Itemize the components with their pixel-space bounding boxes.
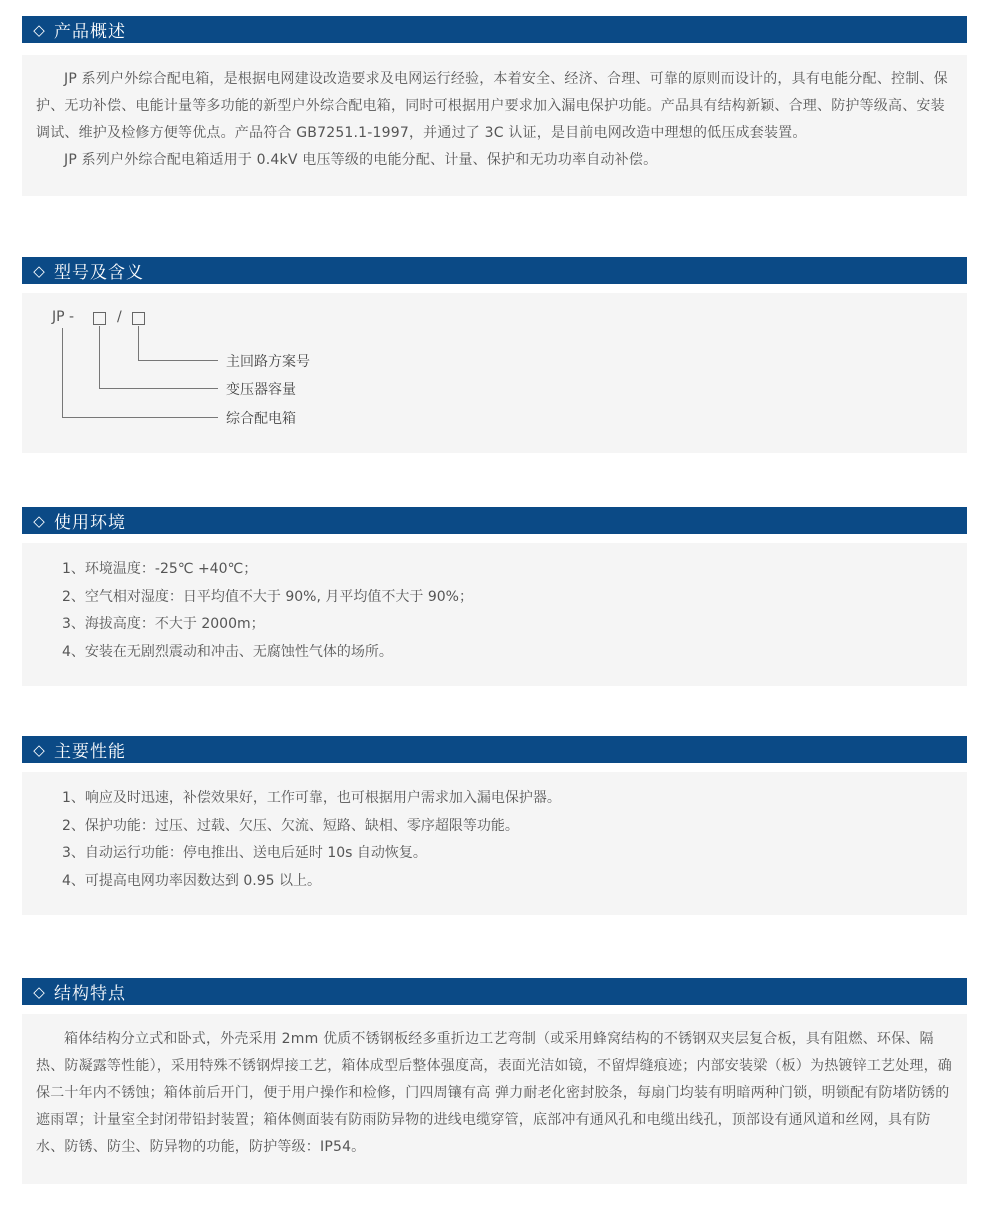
connector-line [99,388,218,389]
diamond-outline-icon: ◇ [33,982,45,1001]
paragraph: JP 系列户外综合配电箱适用于 0.4kV 电压等级的电能分配、计量、保护和无功功率自动补偿。 [64,152,658,168]
section-title: 使用环境 [54,513,126,533]
section-title: 结构特点 [54,984,126,1004]
diamond-outline-icon: ◇ [33,20,45,39]
model-label-main-circuit: 主回路方案号 [226,354,310,370]
section-header [22,507,967,534]
section-header [22,736,967,763]
diamond-outline-icon: ◇ [33,511,45,530]
section-body [22,772,967,915]
connector-line [99,326,100,388]
section-structure [22,978,967,1155]
connector-line [138,360,218,361]
model-label-transformer: 变压器容量 [226,382,296,398]
connector-line [138,326,139,360]
list-item: 2、保护功能：过压、过载、欠压、欠流、短路、缺相、零序超限等功能。 [62,817,519,834]
section-title: 型号及含义 [54,263,144,283]
section-body [22,293,967,453]
model-diagram [22,293,967,453]
connector-line [62,417,218,418]
placeholder-box-icon [132,312,145,325]
list-item: 3、自动运行功能：停电推出、送电后延时 10s 自动恢复。 [62,845,427,861]
list-item: 4、可提高电网功率因数达到 0.95 以上。 [62,872,321,889]
list-item: 3、海拔高度：不大于 2000m； [62,616,265,632]
model-label-box: 综合配电箱 [226,411,296,427]
section-header [22,16,967,43]
section-header [22,257,967,284]
section-title: 主要性能 [54,742,126,762]
diamond-outline-icon: ◇ [33,740,45,759]
section-performance [22,736,967,889]
section-body [22,543,967,686]
section-header [22,978,967,1005]
section-overview [22,16,967,168]
list-item: 4、安装在无剧烈震动和冲击、无腐蚀性气体的场所。 [62,643,393,660]
list-item: 1、响应及时迅速，补偿效果好，工作可靠，也可根据用户需求加入漏电保护器。 [62,790,561,806]
model-code-separator: / [117,309,122,325]
diamond-outline-icon: ◇ [33,261,45,280]
placeholder-box-icon [93,312,106,325]
connector-line [62,328,63,417]
section-model [22,257,967,427]
model-code-prefix: JP - [52,309,75,325]
section-body [22,1014,967,1184]
section-body [22,55,967,196]
list-item: 1、环境温度：-25℃ +40℃； [62,561,258,577]
section-title: 产品概述 [54,22,126,42]
section-environment [22,507,967,660]
paragraph: 箱体结构分立式和卧式，外壳采用 2mm 优质不锈钢板经多重折边工艺弯制（或采用蜂窝结构的不锈钢双夹层复合板，具有阻燃、环保、隔热、防凝露等性能），采用特殊不锈钢焊接工艺，箱体成型后整体强度高，表面光洁如镜，不留焊缝痕迹；内部安装梁（板）为热镀锌工艺处理，确保二十年内不锈蚀；箱体前后开门，便于用户操作和检修，门四周镶有高 弹力耐老化密封胶条，每扇门均装有明暗两种门锁，明锁配有防堵防锈的遮雨罩；计量室全封闭带铅封装置；箱体侧面装有防雨防异物的进线电缆穿管，底部冲有通风孔和电缆出线孔，顶部设有通风道和丝网，具有防水、防锈、防尘、防异物的功能，防护等级：IP54。 [36,1031,952,1155]
list-item: 2、空气相对湿度：日平均值不大于 90%, 月平均值不大于 90%； [62,588,473,605]
paragraph: JP 系列户外综合配电箱，是根据电网建设改造要求及电网运行经验，本着安全、经济、合理、可靠的原则而设计的，具有电能分配、控制、保护、无功补偿、电能计量等多功能的新型户外综合配电箱，同时可根据用户要求加入漏电保护功能。产品具有结构新颖、合理、防护等级高、安装调试、维护及检修方便等优点。产品符合 GB7251.1-1997，并通过了 3C 认证，是目前电网改造中理想的低压成套装置。 [36,71,948,141]
